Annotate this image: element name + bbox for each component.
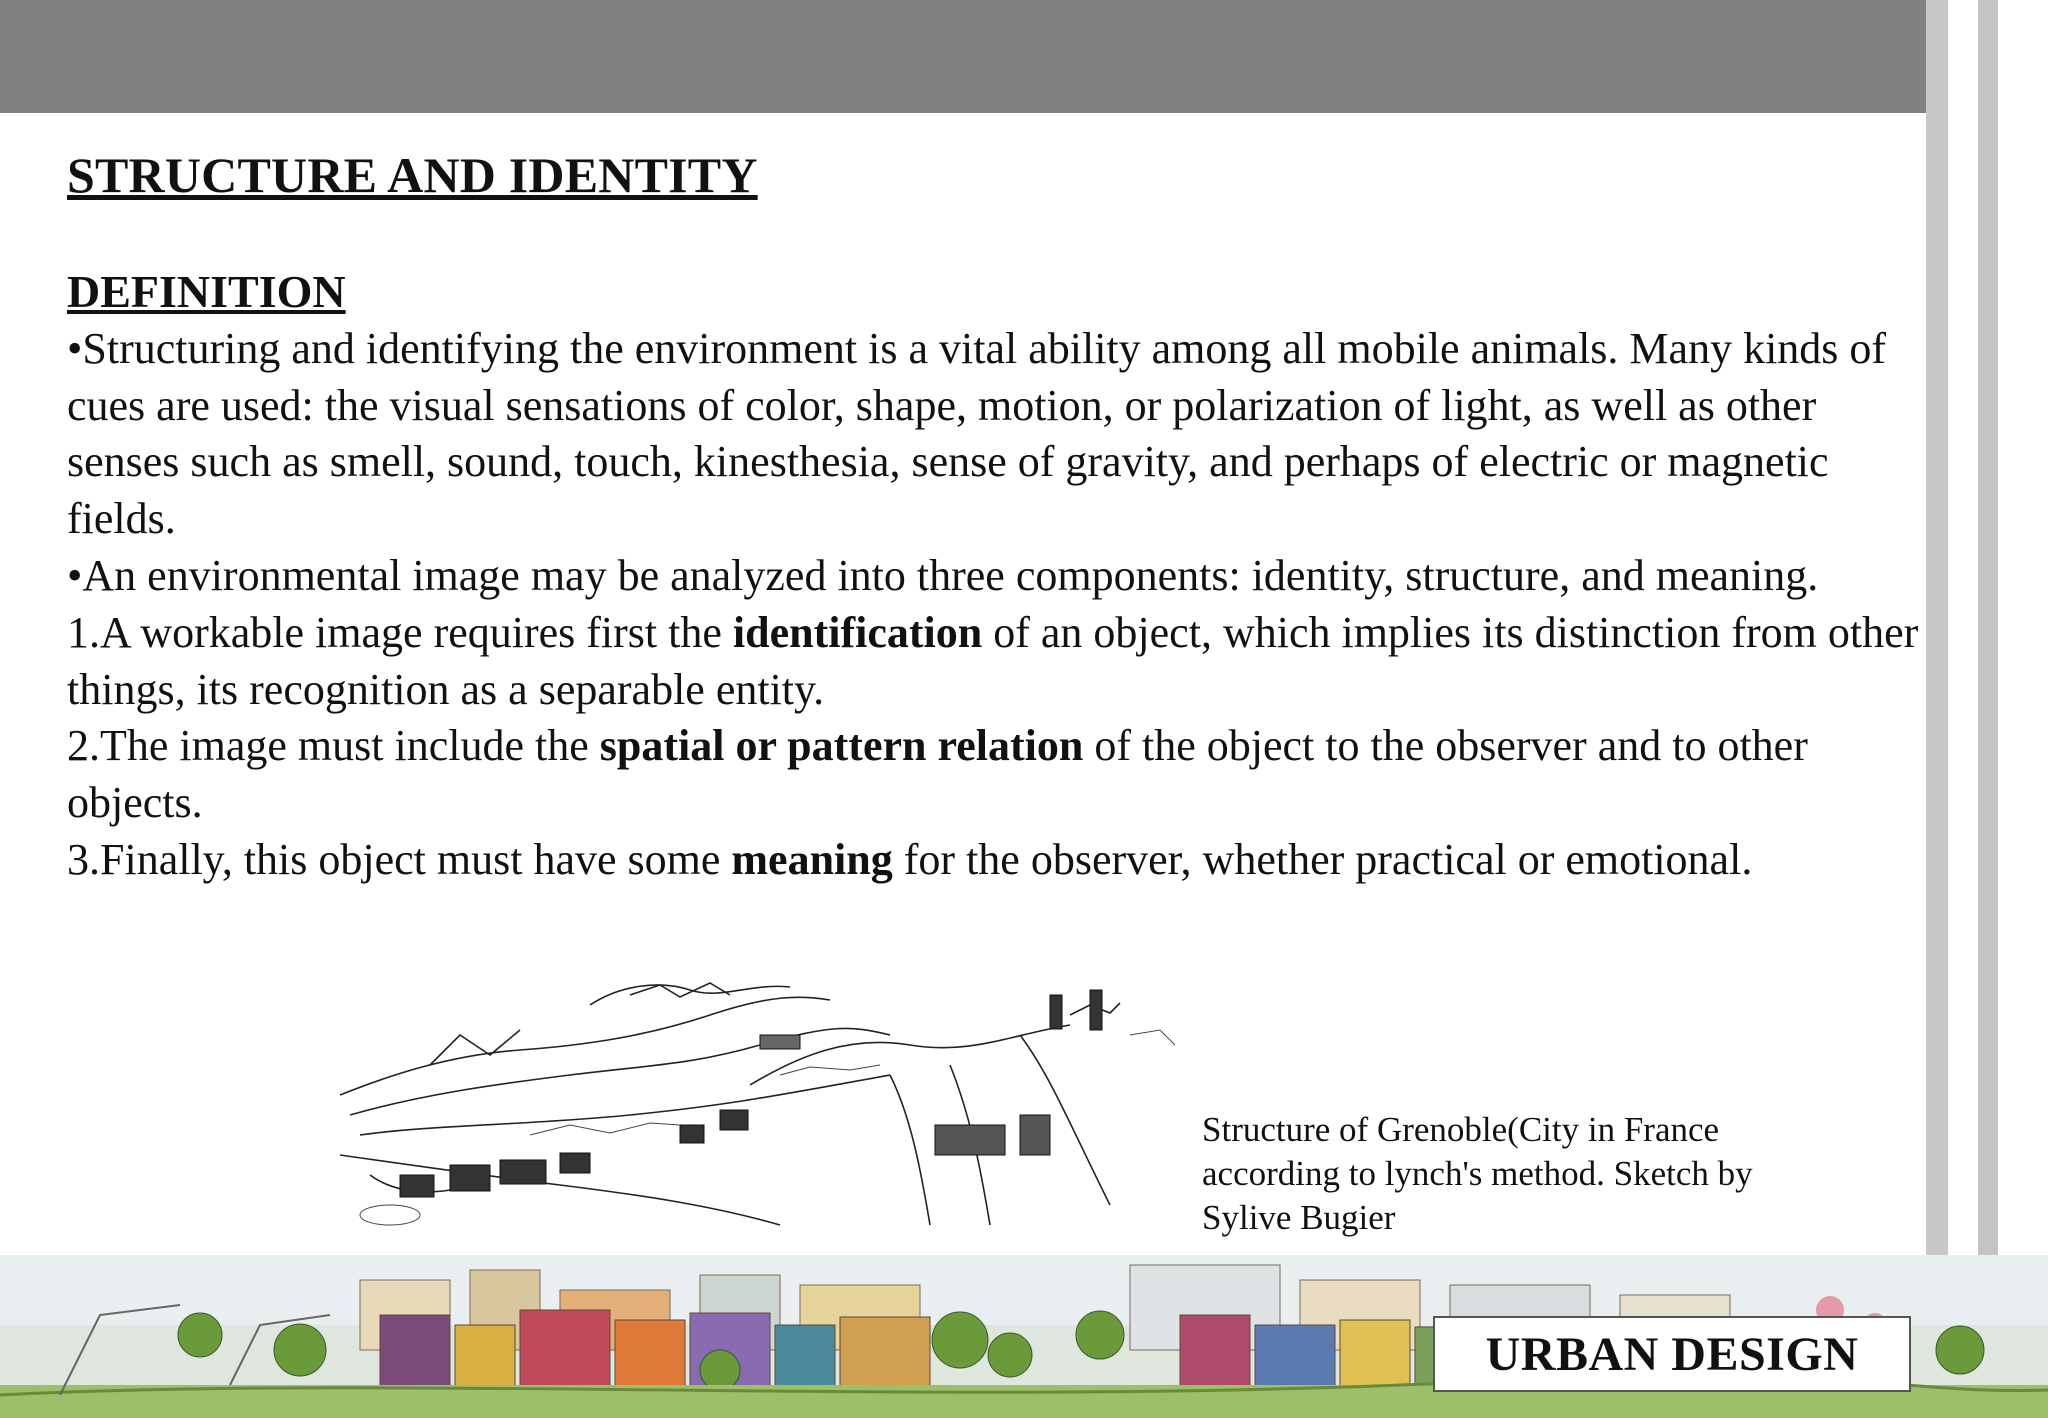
point-meaning-text-b: for the observer, whether practical or emotional. [892,834,1753,884]
point-structure-text-a: 2.The image must include the [67,721,600,771]
definition-heading: DEFINITION [67,266,346,317]
side-rail-right [1978,0,1998,1418]
point-identity-bold: identification [732,607,983,657]
bullet-components: •An environmental image may be analyzed into three components: identity, structure, and meaning. [67,550,1819,600]
sketch-caption: Structure of Grenoble(City in France according to lynch's method. Sketch by Sylive Bugier [1202,1110,1753,1237]
grenoble-sketch-image [330,975,1180,1235]
slide-title: STRUCTURE AND IDENTITY [67,147,758,203]
point-structure [67,718,1927,832]
point-identity-text-a: 1.A workable image requires first the [67,607,733,657]
point-structure-bold: spatial or pattern relation [599,721,1084,771]
point-meaning-bold: meaning [731,834,893,884]
point-identity-text-b: of an object, which implies its distinction from other things, its recognition as a separable entity. [67,607,1919,714]
slide-body [67,264,1927,889]
point-meaning-text-a: 3.Finally, this object must have some [67,834,732,884]
urban-design-label: URBAN DESIGN [1433,1316,1911,1392]
top-header-bar [0,0,1926,113]
point-identity [67,605,1927,719]
point-meaning [67,832,1927,889]
side-rail-left [1926,0,1948,1418]
side-rail-gap [1948,0,1978,1418]
point-structure-text-b: of the object to the observer and to other objects. [67,721,1808,828]
bullet-structuring: •Structuring and identifying the environment is a vital ability among all mobile animals. Many kinds of cues are used: the visual sensations of color, shape, motion, or polarization of light, as well as other senses such as smell, sound, touch, kinesthesia, sense of gravity, and perhaps of electric or magnetic fields. [67,323,1887,544]
side-rail-end [1998,0,2048,1418]
